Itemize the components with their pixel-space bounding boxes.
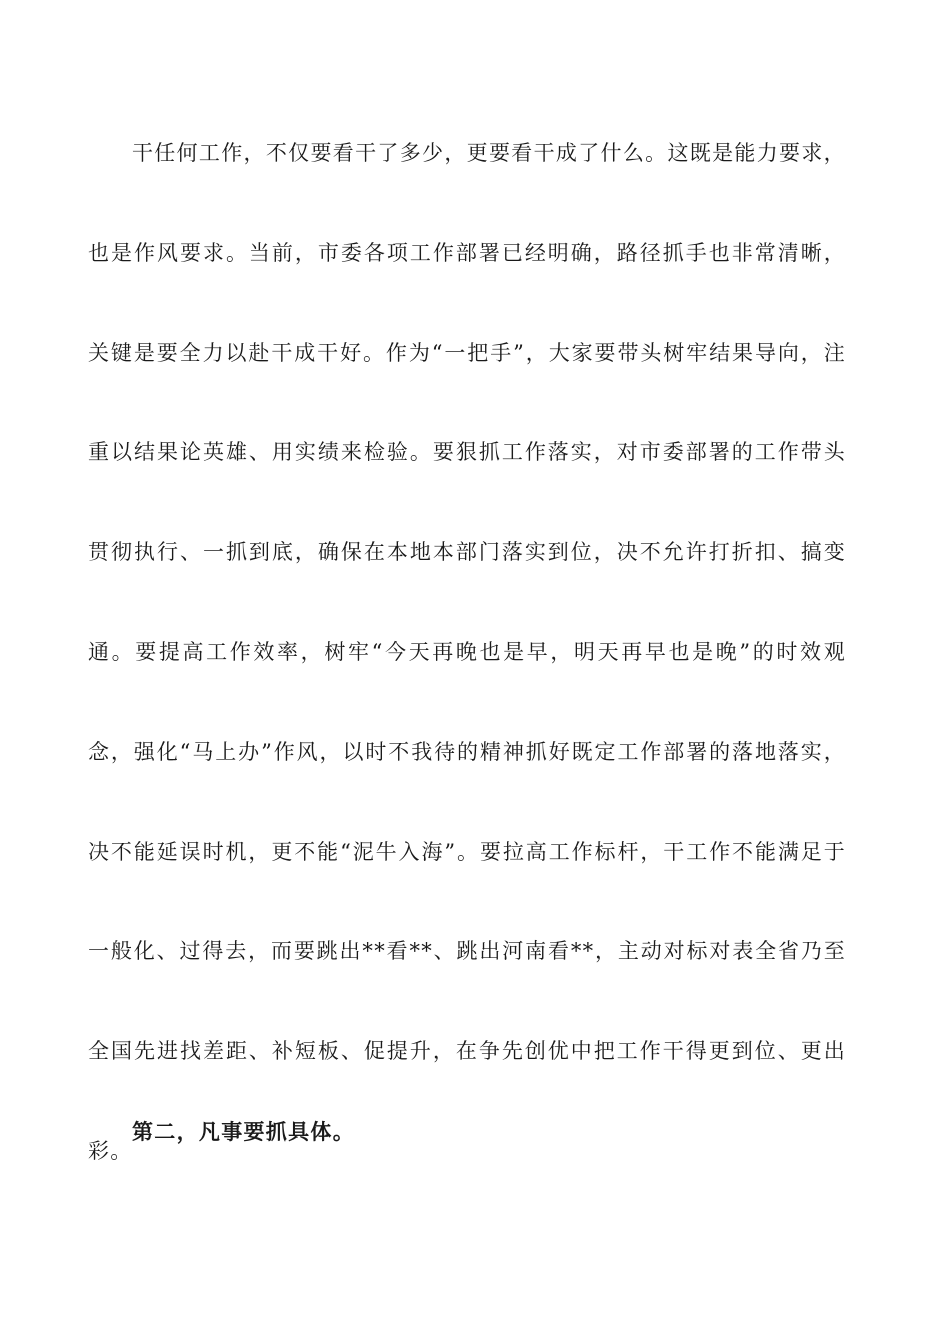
body-paragraph: 干任何工作，不仅要看干了多少，更要看干成了什么。这既是能力要求，也是作风要求。当前，市委各项工作部署已经明确，路径抓手也非常清晰，关键是要全力以赴干成干好。作为“一把手”，大家要带头树牢结果导向，注重以结果论英雄、用实绩来检验。要狠抓工作落实，对市委部署的工作带头贯彻执行、一抓到底，确保在本地本部门落实到位，决不允许打折扣、搞变通。要提高工作效率，树牢“今天再晚也是早，明天再早也是晚”的时效观念，强化“马上办”作风，以时不我待的精神抓好既定工作部署的落地落实，决不能延误时机，更不能“泥牛入海”。要拉高工作标杆，干工作不能满足于一般化、过得去，而要跳出**看**、跳出河南看**，主动对标对表全省乃至全国先进找差距、补短板、促提升，在争先创优中把工作干得更到位、更出彩。 [88,141,846,1163]
section-heading: 第二，凡事要抓具体。 [132,1120,355,1144]
